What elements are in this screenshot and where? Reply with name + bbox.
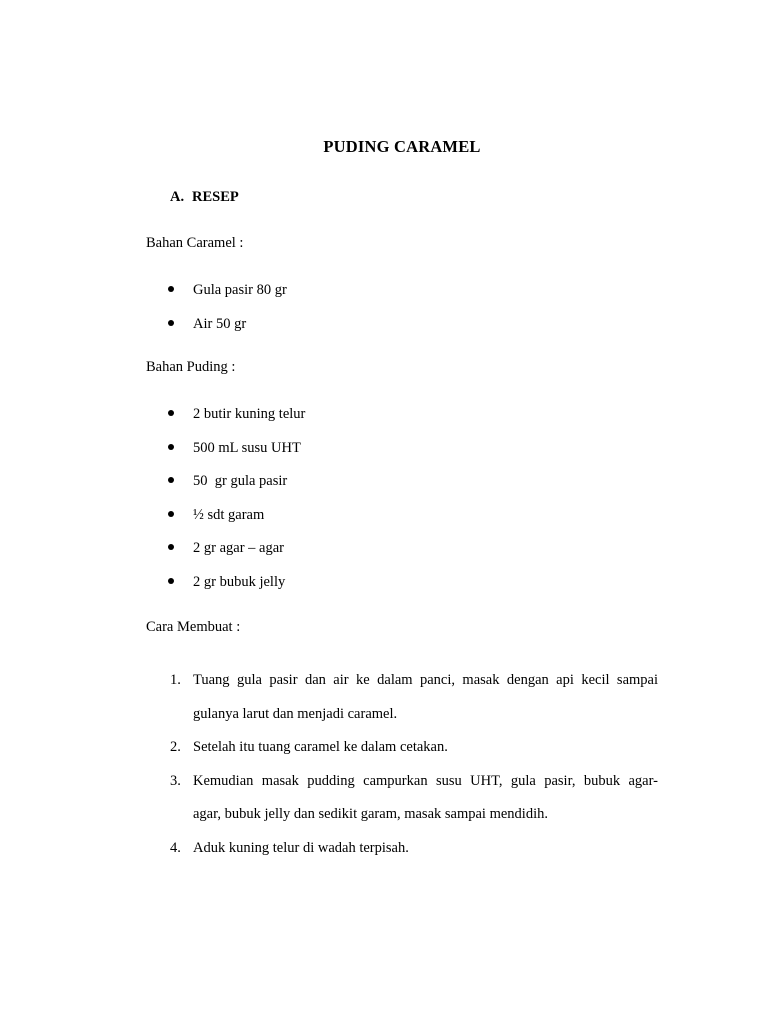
step-number: 4. [170,839,181,856]
step-line: Aduk kuning telur di wadah terpisah. [193,839,409,856]
ingredient-text: 50 gr gula pasir [193,473,288,489]
ingredient-text: 2 gr bubuk jelly [193,573,286,590]
section-label: RESEP [192,189,239,205]
bullet-icon [168,544,174,550]
ingredient-text: 2 gr agar – agar [193,540,284,556]
method-heading: Cara Membuat : [146,619,241,635]
bullet-icon [168,477,174,483]
list-item [146,832,658,866]
step-text [193,664,658,731]
step-text [193,765,658,832]
bullet-icon [168,511,174,517]
bullet-icon [168,320,174,326]
ingredient-text: Gula pasir 80 gr [193,282,287,298]
pudding-heading: Bahan Puding : [146,359,236,375]
step-line: Setelah itu tuang caramel ke dalam cetakan. [193,739,448,755]
bullet-icon [168,578,174,584]
step-number: 2. [170,739,181,755]
step-number: 1. [170,672,181,688]
ingredient-text: 2 butir kuning telur [193,406,306,422]
list-item [146,664,658,731]
method-steps-list [146,664,658,865]
ingredient-text: Air 50 gr [193,315,247,332]
step-line: Tuang gula pasir dan air ke dalam panci, masak dengan api kecil sampai [193,672,658,688]
document-title: PUDING CARAMEL [323,137,481,156]
section-number: A. [170,189,185,205]
step-text [193,731,658,765]
bullet-icon [168,410,174,416]
bullet-icon [168,286,174,292]
step-number: 3. [170,772,181,789]
caramel-heading: Bahan Caramel : [146,235,244,251]
ingredient-text: 500 mL susu UHT [193,439,301,456]
step-line: gulanya larut dan menjadi caramel. [193,705,398,722]
section-heading [170,189,239,206]
step-line: agar, bubuk jelly dan sedikit garam, masak sampai mendidih. [193,806,548,822]
step-line: Kemudian masak pudding campurkan susu UHT, gula pasir, bubuk agar- [193,772,658,789]
step-text [193,832,658,866]
ingredient-text: ½ sdt garam [193,506,265,523]
list-item [146,731,658,765]
bullet-icon [168,444,174,450]
list-item [146,765,658,832]
